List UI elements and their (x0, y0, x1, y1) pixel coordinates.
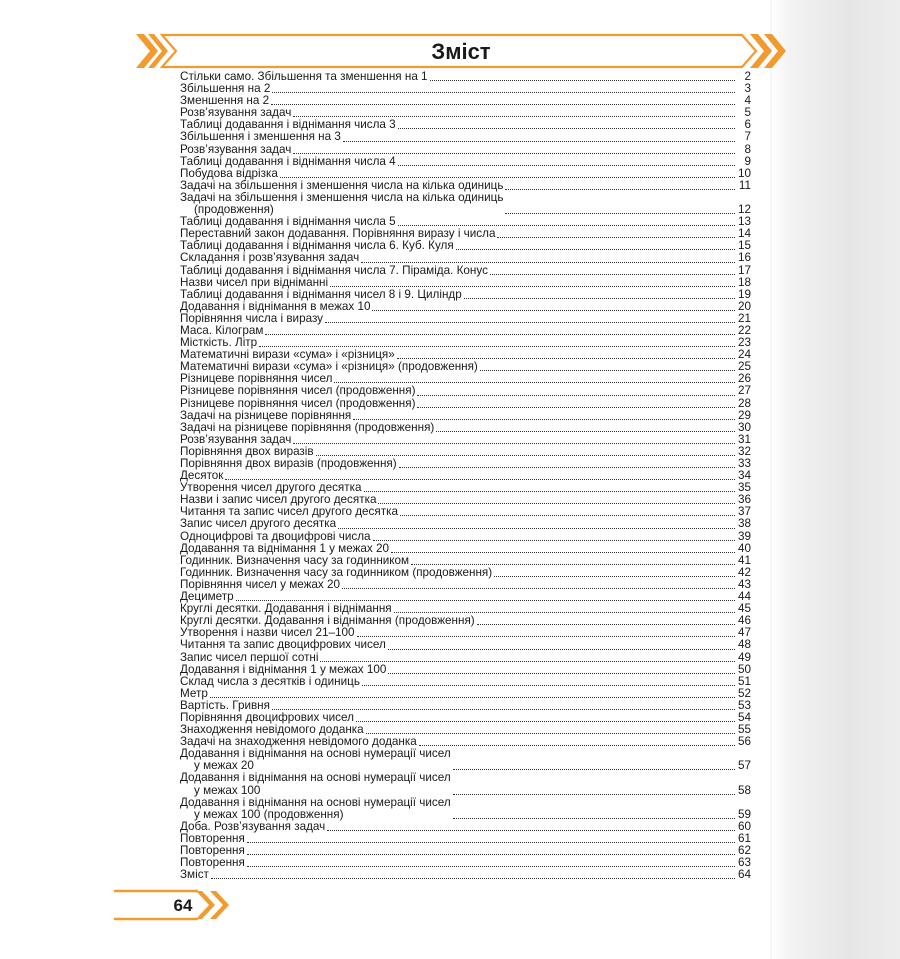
toc-entry-title-line: Порівняння числа і виразу (180, 311, 324, 325)
toc-entry (180, 772, 751, 796)
toc-entry-title (180, 422, 434, 434)
toc-entry (180, 325, 751, 337)
page-binding-shadow (770, 0, 900, 959)
toc-entry-title-line: Повторення (180, 844, 245, 857)
toc-entry-title (180, 543, 389, 555)
toc-entry-title-line: Побудова відрізка (180, 166, 278, 180)
dot-leader (364, 491, 736, 492)
dot-leader (456, 249, 735, 250)
toc-entry-page-number: 10 (737, 166, 751, 180)
toc-entry-page-number: 15 (737, 239, 751, 253)
toc-entry-page-number: 46 (737, 614, 751, 628)
toc-entry-title (180, 385, 415, 397)
toc-entry-title-line: Склад числа з десятків і одиниць (180, 674, 360, 688)
toc-entry-page-number: 50 (737, 662, 751, 676)
toc-entry (180, 652, 751, 664)
toc-entry-page-number: 22 (737, 323, 751, 337)
dot-leader (343, 141, 735, 142)
toc-entry (180, 833, 751, 845)
dot-leader (419, 745, 735, 746)
toc-entry-title-line: Розв’язування задач (180, 142, 292, 156)
toc-entry (180, 821, 751, 833)
toc-entry-page-number: 64 (737, 868, 751, 882)
toc-entry-page-number: 31 (737, 432, 751, 446)
toc-entry-title-line: Додавання і віднімання на основі нумерації чисел (180, 771, 451, 785)
dot-leader (464, 298, 735, 299)
toc-entry-title (180, 772, 451, 796)
toc-entry-title-continuation: у межах 100 (194, 783, 261, 797)
dot-leader (211, 878, 735, 879)
toc-entry-title-line: Математичні вирази «сума» і «різниця» (180, 348, 395, 362)
toc-entry-title-line: Переставний закон додавання. Порівняння виразу і числа (180, 227, 496, 241)
dot-leader (397, 358, 735, 359)
toc-entry-page-number: 18 (737, 275, 751, 289)
toc-entry-page-number: 48 (737, 638, 751, 652)
toc-entry-page-number: 34 (737, 469, 751, 483)
toc-entry (180, 857, 751, 869)
toc-entry-title-continuation: у межах 20 (194, 759, 254, 773)
toc-entry-page-number: 30 (737, 420, 751, 434)
toc-entry (180, 676, 751, 688)
toc-entry-page-number: 40 (737, 541, 751, 555)
toc-entry-title-line: Порівняння двох виразів (продовження) (180, 457, 397, 470)
dot-leader (373, 540, 735, 541)
toc-entry-title-line: Додавання та віднімання 1 у межах 20 (180, 541, 389, 555)
toc-entry (180, 313, 751, 325)
dot-leader (398, 225, 735, 226)
toc-entry-page-number: 25 (737, 360, 751, 374)
toc-entry-title (180, 131, 341, 143)
dot-leader (247, 866, 735, 867)
toc-entry-title (180, 639, 386, 651)
dot-leader (280, 177, 735, 178)
dot-leader (394, 612, 735, 613)
toc-entry-title-line: Утворення і назви чисел 21–100 (180, 626, 355, 640)
dot-leader (271, 104, 735, 105)
toc-entry-page-number: 44 (737, 590, 751, 604)
toc-entry-title (180, 156, 396, 168)
toc-entry-page-number: 35 (737, 481, 751, 495)
dot-leader (293, 116, 735, 117)
toc-entry (180, 543, 751, 555)
toc-entry-page-number: 28 (737, 396, 751, 410)
toc-entry-title-line: Математичні вирази «сума» і «різниця» (продовження) (180, 360, 478, 374)
toc-entry-title (180, 869, 209, 881)
toc-entry-title (180, 144, 291, 156)
dot-leader (293, 443, 735, 444)
toc-entry-title (180, 676, 360, 688)
toc-entry (180, 664, 751, 676)
dot-leader (353, 419, 735, 420)
toc-entry (180, 531, 751, 543)
toc-entry-page-number: 19 (737, 287, 751, 301)
dot-leader (494, 576, 735, 577)
toc-entry-title (180, 748, 451, 772)
toc-entry-page-number: 14 (737, 227, 751, 241)
dot-leader (453, 818, 735, 819)
toc-entry-page-number: 59 (737, 807, 751, 821)
toc-entry-title-line: Порівняння двоцифрових чисел (180, 710, 354, 724)
toc-entry-title-line: Задачі на різницеве порівняння (180, 408, 352, 422)
toc-entry-title-continuation: у межах 100 (продовження) (194, 807, 344, 821)
toc-entry (180, 422, 751, 434)
toc-entry-page-number: 45 (737, 602, 751, 616)
toc-entry-title-line: Додавання і віднімання на основі нумерації чисел (180, 747, 451, 761)
toc-entry-title (180, 277, 328, 289)
toc-entry-title (180, 265, 488, 277)
toc-entry (180, 192, 751, 216)
toc-entry-title-line: Складання і розв’язування задач (180, 251, 360, 265)
toc-entry-title-line: Розв’язування задач (180, 106, 292, 120)
toc-entry (180, 845, 751, 857)
toc-entry-title-line: Повторення (180, 831, 245, 845)
table-of-contents (180, 71, 751, 881)
toc-entry-title (180, 252, 359, 264)
toc-entry-page-number: 21 (737, 311, 751, 325)
toc-entry-title-line: Метр (180, 686, 208, 700)
dot-leader (272, 92, 735, 93)
dot-leader (378, 503, 735, 504)
toc-entry-title (180, 797, 451, 821)
toc-entry-title-line: Розв’язування задач (180, 432, 292, 446)
toc-entry-page-number: 60 (737, 819, 751, 833)
toc-entry-title-line: Десяток (180, 469, 224, 483)
page-footer (114, 888, 234, 924)
dot-leader (391, 552, 735, 553)
dot-leader (357, 636, 736, 637)
toc-entry-page-number: 29 (737, 408, 751, 422)
toc-entry-page-number: 9 (744, 154, 751, 168)
toc-entry-page-number: 11 (738, 178, 751, 192)
toc-entry-page-number: 42 (737, 565, 751, 579)
toc-entry (180, 289, 751, 301)
toc-entry-page-number: 2 (744, 70, 751, 83)
toc-entry (180, 410, 751, 422)
toc-entry-title-line: Повторення (180, 856, 245, 870)
dot-leader (399, 467, 735, 468)
toc-entry-title-line: Дециметр (180, 590, 234, 604)
toc-entry-page-number: 51 (737, 674, 751, 688)
toc-entry-title-line: Таблиці додавання і віднімання числа 6. Куб. Куля (180, 239, 454, 253)
dot-leader (325, 322, 735, 323)
toc-entry-title (180, 518, 336, 530)
toc-entry-title-line: Маса. Кілограм (180, 323, 264, 337)
toc-entry-title-line: Додавання і віднімання 1 у межах 100 (180, 662, 387, 676)
toc-entry-title-line: Таблиці додавання і віднімання числа 5 (180, 215, 396, 229)
dot-leader (247, 854, 735, 855)
toc-entry (180, 639, 751, 651)
dot-leader (497, 237, 735, 238)
toc-entry-page-number: 6 (744, 118, 751, 132)
dot-leader (320, 661, 735, 662)
toc-entry-page-number: 43 (737, 577, 751, 591)
toc-entry-title-line: Знаходження невідомого доданка (180, 723, 364, 737)
dot-leader (356, 721, 735, 722)
toc-entry-title-line: Задачі на збільшення і зменшення числа на кілька одиниць (180, 190, 504, 204)
toc-entry-title-line: Різницеве порівняння чисел (продовження) (180, 384, 416, 398)
toc-entry (180, 579, 751, 591)
toc-entry (180, 265, 751, 277)
toc-entry-page-number: 58 (737, 783, 751, 797)
dot-leader (480, 370, 735, 371)
dot-leader (259, 346, 735, 347)
dot-leader (225, 479, 735, 480)
toc-entry-page-number: 27 (737, 384, 751, 398)
toc-entry-page-number: 16 (737, 251, 751, 265)
toc-entry-page-number: 56 (737, 735, 751, 749)
toc-entry (180, 144, 751, 156)
toc-entry-title (180, 410, 351, 422)
toc-entry-title-line: Круглі десятки. Додавання і віднімання (продовження) (180, 614, 475, 628)
toc-entry-title-line: Різницеве порівняння чисел (180, 372, 333, 386)
dot-leader (477, 624, 735, 625)
toc-entry-title-line: Утворення чисел другого десятка (180, 481, 362, 495)
dot-leader (272, 709, 735, 710)
toc-entry-title-line: Задачі на різницеве порівняння (продовження) (180, 420, 435, 434)
dot-leader (265, 334, 735, 335)
toc-entry (180, 797, 751, 821)
toc-entry-title-line: Таблиці додавання і віднімання чисел 8 і 9. Циліндр (180, 287, 462, 301)
dot-leader (453, 769, 735, 770)
toc-entry-title-line: Збільшення на 2 (180, 82, 271, 96)
toc-entry-page-number: 41 (737, 553, 751, 567)
toc-entry-title-line: Збільшення і зменшення на 3 (180, 130, 341, 144)
dot-leader (505, 189, 735, 190)
toc-entry-title-line: Додавання і віднімання на основі нумерації чисел (180, 795, 451, 809)
toc-entry (180, 131, 751, 143)
toc-entry-page-number: 38 (737, 517, 751, 531)
toc-entry-page-number: 37 (737, 505, 751, 519)
toc-entry-title-line: Порівняння чисел у межах 20 (180, 577, 341, 591)
toc-entry-page-number: 23 (737, 336, 751, 350)
toc-entry-title-line: Таблиці додавання і віднімання числа 7. Піраміда. Конус (180, 263, 488, 277)
dot-leader (236, 600, 735, 601)
toc-entry-title-line: Порівняння двох виразів (180, 444, 314, 458)
toc-entry-page-number: 62 (737, 844, 751, 857)
dot-leader (398, 165, 735, 166)
dot-leader (338, 528, 735, 529)
toc-entry-title-line: Запис чисел першої сотні (180, 650, 319, 664)
dot-leader (247, 842, 735, 843)
toc-entry-title (180, 192, 503, 216)
toc-entry-title-line: Одноцифрові та двоцифрові числа (180, 529, 371, 543)
dot-leader (388, 673, 735, 674)
dot-leader (293, 153, 735, 154)
dot-leader (430, 80, 735, 81)
toc-entry-page-number: 53 (737, 698, 751, 712)
toc-entry-page-number: 57 (737, 759, 751, 773)
dot-leader (372, 310, 735, 311)
toc-entry-page-number: 49 (737, 650, 751, 664)
dot-leader (411, 564, 735, 565)
toc-entry-page-number: 32 (737, 444, 751, 458)
dot-leader (490, 274, 735, 275)
toc-entry (180, 398, 751, 410)
toc-entry (180, 458, 751, 470)
toc-entry-page-number: 63 (737, 856, 751, 870)
toc-entry-title-line: Задачі на знаходження невідомого доданка (180, 735, 417, 749)
toc-entry (180, 518, 751, 530)
toc-entry-page-number: 24 (737, 348, 751, 362)
dot-leader (388, 649, 735, 650)
toc-entry-title-line: Таблиці додавання і віднімання числа 4 (180, 154, 396, 168)
dot-leader (330, 286, 735, 287)
toc-entry-title (180, 652, 318, 664)
toc-entry-title-line: Доба. Розв’язування задач (180, 819, 326, 833)
toc-entry-title-line: Зміст (180, 868, 209, 882)
toc-entry-page-number: 5 (744, 106, 751, 120)
dot-leader (362, 685, 735, 686)
toc-entry-title-line: Годинник. Визначення часу за годинником (180, 553, 410, 567)
dot-leader (361, 262, 735, 263)
toc-entry (180, 385, 751, 397)
toc-entry-page-number: 12 (737, 203, 751, 217)
dot-leader (398, 128, 735, 129)
toc-entry-page-number: 26 (737, 372, 751, 386)
toc-entry-title-line: Читання та запис чисел другого десятка (180, 505, 398, 519)
toc-entry-title-line: Таблиці додавання і віднімання числа 3 (180, 118, 396, 132)
toc-entry-title-line: Зменшення на 2 (180, 94, 270, 108)
toc-entry-title-continuation: (продовження) (194, 203, 274, 217)
toc-entry (180, 277, 751, 289)
dot-leader (342, 588, 735, 589)
dot-leader (453, 794, 735, 795)
toc-entry-page-number: 52 (737, 686, 751, 700)
toc-entry-title-line: Назви і запис чисел другого десятка (180, 493, 377, 507)
dot-leader (400, 515, 735, 516)
toc-entry-title-line: Запис чисел другого десятка (180, 517, 337, 531)
toc-entry-title-line: Круглі десятки. Додавання і віднімання (180, 602, 392, 616)
toc-entry-title (180, 531, 371, 543)
dot-leader (210, 697, 735, 698)
toc-entry-page-number: 36 (737, 493, 751, 507)
dot-leader (505, 213, 735, 214)
toc-entry-page-number: 54 (737, 710, 751, 724)
toc-entry-page-number: 8 (744, 142, 751, 156)
toc-entry (180, 156, 751, 168)
toc-entry-title-line: Задачі на збільшення і зменшення числа на кілька одиниць (180, 178, 504, 192)
toc-entry-title-line: Стільки само. Збільшення та зменшення на 1 (180, 70, 428, 83)
toc-entry-title-line: Різницеве порівняння чисел (продовження) (180, 396, 416, 410)
toc-entry-title (180, 398, 415, 410)
dot-leader (334, 382, 735, 383)
toc-entry-title-line: Додавання і віднімання в межах 10 (180, 299, 371, 313)
dot-leader (327, 830, 735, 831)
toc-entry-page-number: 61 (737, 831, 751, 845)
toc-entry-page-number: 33 (737, 457, 751, 470)
toc-entry-page-number: 55 (737, 723, 751, 737)
toc-entry-page-number: 17 (737, 263, 751, 277)
toc-entry (180, 869, 751, 881)
page-number: 64 (173, 896, 193, 915)
toc-entry-title-line: Місткість. Літр (180, 336, 258, 350)
toc-entry (180, 252, 751, 264)
toc-entry-page-number: 4 (744, 94, 751, 108)
dot-leader (316, 455, 735, 456)
dot-leader (436, 431, 735, 432)
page-edge (770, 0, 772, 959)
dot-leader (366, 733, 735, 734)
toc-entry-title-line: Годинник. Визначення часу за годинником (продовження) (180, 565, 493, 579)
toc-entry (180, 748, 751, 772)
toc-entry-title-line: Назви чисел при відніманні (180, 275, 329, 289)
toc-entry-page-number: 7 (744, 130, 751, 144)
dot-leader (417, 395, 735, 396)
toc-entry-page-number: 47 (737, 626, 751, 640)
toc-entry-title (180, 289, 462, 301)
toc-entry-title (180, 664, 386, 676)
toc-entry-page-number: 20 (737, 299, 751, 313)
toc-header-banner (136, 32, 786, 70)
toc-entry-page-number: 3 (744, 82, 751, 96)
toc-entry-page-number: 13 (737, 215, 751, 229)
page-title: Зміст (431, 38, 491, 64)
toc-entry-title-line: Вартість. Гривня (180, 698, 270, 712)
dot-leader (417, 407, 735, 408)
toc-entry-title-line: Читання та запис двоцифрових чисел (180, 638, 386, 652)
toc-entry-page-number: 39 (737, 529, 751, 543)
